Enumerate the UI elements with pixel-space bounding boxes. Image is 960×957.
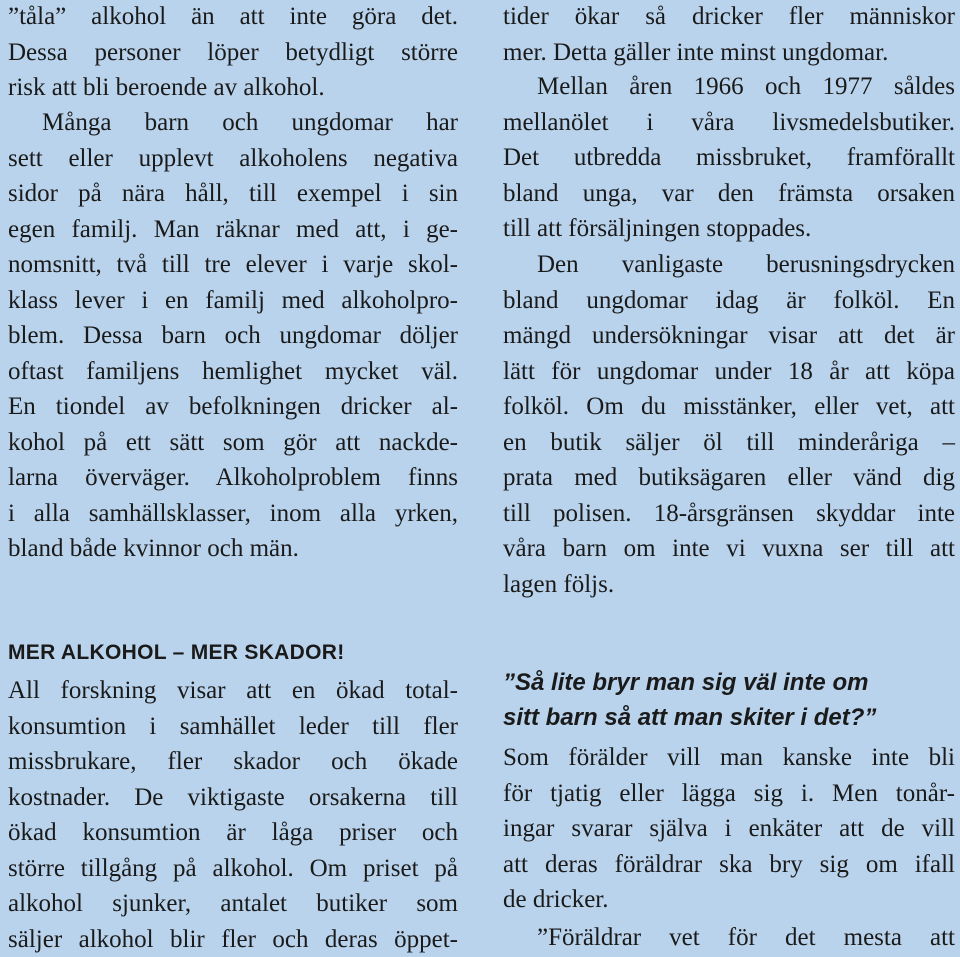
text-line: ingar svarar själva i enkäter att de vill: [503, 811, 955, 847]
text-line: bland ungdomar idag är folköl. En: [503, 283, 955, 319]
text-line: ökad konsumtion är låga priser och: [8, 815, 458, 851]
text-line: Dessa personer löper betydligt större: [8, 35, 458, 71]
text-line: alkohol sjunker, antalet butiker som: [8, 886, 458, 922]
text-line: lagen följs.: [503, 567, 955, 603]
body-paragraph: [8, 0, 458, 106]
pull-quote: [503, 665, 876, 735]
text-line: prata med butiksägaren eller vänd dig: [503, 460, 955, 496]
text-line: de dricker.: [503, 882, 955, 918]
text-line: oftast familjens hemlighet mycket väl.: [8, 354, 458, 390]
text-line: All forskning visar att en ökad total-: [8, 673, 458, 709]
text-line: ”tåla” alkohol än att inte göra det.: [8, 0, 458, 35]
text-line: för tjatig eller lägga sig i. Men tonår-: [503, 776, 955, 812]
section-heading: MER ALKOHOL – MER SKADOR!: [8, 635, 345, 671]
text-line: bland unga, var den främsta orsaken: [503, 176, 955, 212]
text-line: sett eller upplevt alkoholens negativa: [8, 141, 458, 177]
quote-line: ”Så lite bryr man sig väl inte om: [503, 665, 876, 700]
text-line: säljer alkohol blir fler och deras öppet-: [8, 922, 458, 957]
text-line: blem. Dessa barn och ungdomar döljer: [8, 318, 458, 354]
text-line: Som förälder vill man kanske inte bli: [503, 740, 955, 776]
text-line: bland både kvinnor och män.: [8, 531, 458, 567]
text-line: mellanölet i våra livsmedelsbutiker.: [503, 105, 955, 141]
text-line: till att försäljningen stoppades.: [503, 211, 955, 247]
text-line: mängd undersökningar visar att det är: [503, 318, 955, 354]
text-line: kohol på ett sätt som gör att nackde-: [8, 425, 458, 461]
text-line: folköl. Om du misstänker, eller vet, att: [503, 389, 955, 425]
text-line: missbrukare, fler skador och ökade: [8, 744, 458, 780]
body-paragraph: [503, 69, 955, 247]
text-line: lätt för ungdomar under 18 år att köpa: [503, 354, 955, 390]
text-line: nomsnitt, två till tre elever i varje skol-: [8, 247, 458, 283]
body-paragraph: [503, 920, 955, 956]
text-line: ”Föräldrar vet för det mesta att: [503, 920, 955, 956]
text-line: en butik säljer öl till minderåriga –: [503, 425, 955, 461]
text-line: tider ökar så dricker fler människor: [503, 0, 955, 35]
text-line: Den vanligaste berusningsdrycken: [503, 247, 955, 283]
text-line: kostnader. De viktigaste orsakerna till: [8, 780, 458, 816]
body-paragraph: [503, 247, 955, 602]
text-line: larna överväger. Alkoholproblem finns: [8, 460, 458, 496]
text-line: att deras föräldrar ska bry sig om ifall: [503, 847, 955, 883]
quote-line: sitt barn så att man skiter i det?”: [503, 700, 876, 735]
body-paragraph: [8, 105, 458, 567]
text-line: mer. Detta gäller inte minst ungdomar.: [503, 35, 955, 71]
text-line: våra barn om inte vi vuxna ser till att: [503, 531, 955, 567]
text-line: Det utbredda missbruket, framförallt: [503, 140, 955, 176]
text-line: Mellan åren 1966 och 1977 såldes: [503, 69, 955, 105]
text-line: En tiondel av befolkningen dricker al-: [8, 389, 458, 425]
body-paragraph: [503, 740, 955, 918]
text-line: klass lever i en familj med alkoholpro-: [8, 283, 458, 319]
text-line: i alla samhällsklasser, inom alla yrken,: [8, 496, 458, 532]
text-line: större tillgång på alkohol. Om priset på: [8, 851, 458, 887]
text-line: Många barn och ungdomar har: [8, 105, 458, 141]
text-line: egen familj. Man räknar med att, i ge-: [8, 212, 458, 248]
body-paragraph: [8, 673, 458, 957]
text-line: till polisen. 18-årsgränsen skyddar inte: [503, 496, 955, 532]
body-paragraph: [503, 0, 955, 70]
text-line: sidor på nära håll, till exempel i sin: [8, 176, 458, 212]
text-line: risk att bli beroende av alkohol.: [8, 70, 458, 106]
text-line: konsumtion i samhället leder till fler: [8, 709, 458, 745]
